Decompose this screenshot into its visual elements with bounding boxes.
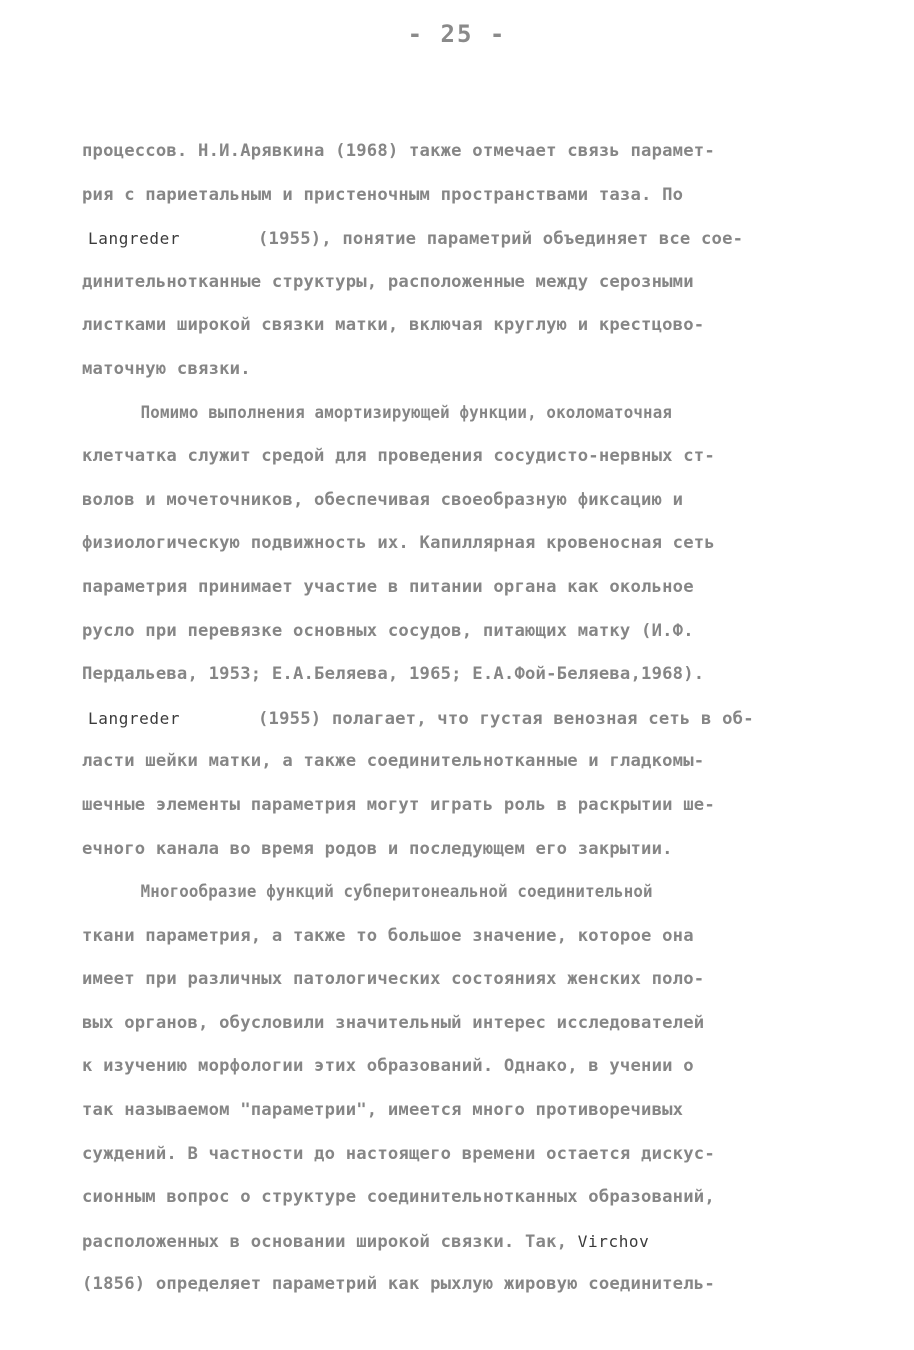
line-text: физиологическую подвижность их. Капиллярная кровеносная сеть — [82, 533, 715, 554]
body-text — [82, 130, 842, 1307]
latin-author-name: Virchov — [577, 1231, 650, 1251]
text-line — [82, 915, 842, 959]
text-line — [82, 479, 842, 523]
text-line — [82, 261, 842, 305]
line-text: параметрия принимает участие в питании органа как окольное — [82, 576, 694, 597]
text-line — [82, 217, 842, 261]
line-text: (1955) полагает, что густая венозная сеть в об- — [258, 708, 754, 729]
text-line — [82, 871, 778, 915]
text-line — [82, 304, 842, 348]
text-line — [82, 1263, 842, 1307]
line-text: расположенных в основании широкой связки. Так, — [82, 1231, 568, 1252]
text-line — [82, 740, 842, 784]
line-text: листками широкой связки матки, включая круглую и крестцово- — [82, 315, 705, 336]
text-line — [82, 784, 842, 828]
text-line — [82, 566, 842, 610]
line-text: вых органов, обусловили значительный интерес исследователей — [82, 1012, 705, 1033]
line-text: волов и мочеточников, обеспечивая своеобразную фиксацию и — [82, 489, 684, 510]
text-line — [82, 130, 842, 174]
line-text: суждений. В частности до настоящего времени остается дискус- — [82, 1143, 715, 1164]
line-text: Помимо выполнения амортизирующей функции, околоматочная — [140, 402, 673, 423]
line-text: процессов. Н.И.Арявкина (1968) также отмечает связь парамет- — [82, 141, 715, 161]
text-line — [82, 392, 778, 436]
line-text: (1856) определяет параметрий как рыхлую жировую соединитель- — [82, 1274, 715, 1295]
line-text: маточную связки. — [82, 358, 251, 379]
line-text: ткани параметрия, а также то большое значение, которое она — [82, 925, 694, 946]
text-line — [82, 653, 842, 697]
text-line — [82, 1089, 842, 1133]
text-line — [82, 958, 842, 1002]
page-number: - 25 - — [407, 20, 507, 48]
line-text: так называемом "параметрии", имеется много противоречивых — [82, 1100, 684, 1121]
line-text: (1955), понятие параметрий объединяет все сое- — [258, 229, 744, 250]
text-line — [82, 828, 842, 872]
line-text: Многообразие функций субперитонеальной соединительной — [140, 882, 653, 903]
text-line — [82, 1133, 842, 1177]
text-line — [82, 1220, 842, 1264]
text-line — [82, 1176, 842, 1220]
line-text: рия с париетальным и пристеночным пространствами таза. По — [82, 184, 684, 205]
text-line — [82, 1002, 842, 1046]
line-text: ласти шейки матки, а также соединительнотканные и гладкомы- — [82, 751, 705, 772]
text-line — [82, 348, 842, 392]
line-text: ечного канала во время родов и последующем его закрытии. — [82, 838, 673, 859]
text-line — [82, 435, 842, 479]
line-text: к изучению морфологии этих образований. Однако, в учении о — [82, 1056, 694, 1077]
line-text: динительнотканные структуры, расположенные между серозными — [82, 271, 694, 292]
line-text: шечные элементы параметрия могут играть роль в раскрытии ше- — [82, 794, 715, 815]
text-line — [82, 1045, 842, 1089]
text-line — [82, 522, 842, 566]
line-text: русло при перевязке основных сосудов, питающих матку (И.Ф. — [82, 620, 694, 641]
latin-author-name: Langreder — [88, 708, 181, 728]
line-text: сионным вопрос о структуре соединительнотканных образований, — [82, 1187, 715, 1208]
line-text: имеет при различных патологических состояниях женских поло- — [82, 969, 705, 990]
text-line — [82, 174, 842, 218]
text-line — [82, 697, 842, 741]
line-text: Пердальева, 1953; Е.А.Беляева, 1965; Е.А.Фой-Беляева,1968). — [82, 664, 705, 685]
text-line — [82, 610, 842, 654]
line-text: клетчатка служит средой для проведения сосудисто-нервных ст- — [82, 446, 715, 467]
latin-author-name: Langreder — [88, 229, 181, 249]
